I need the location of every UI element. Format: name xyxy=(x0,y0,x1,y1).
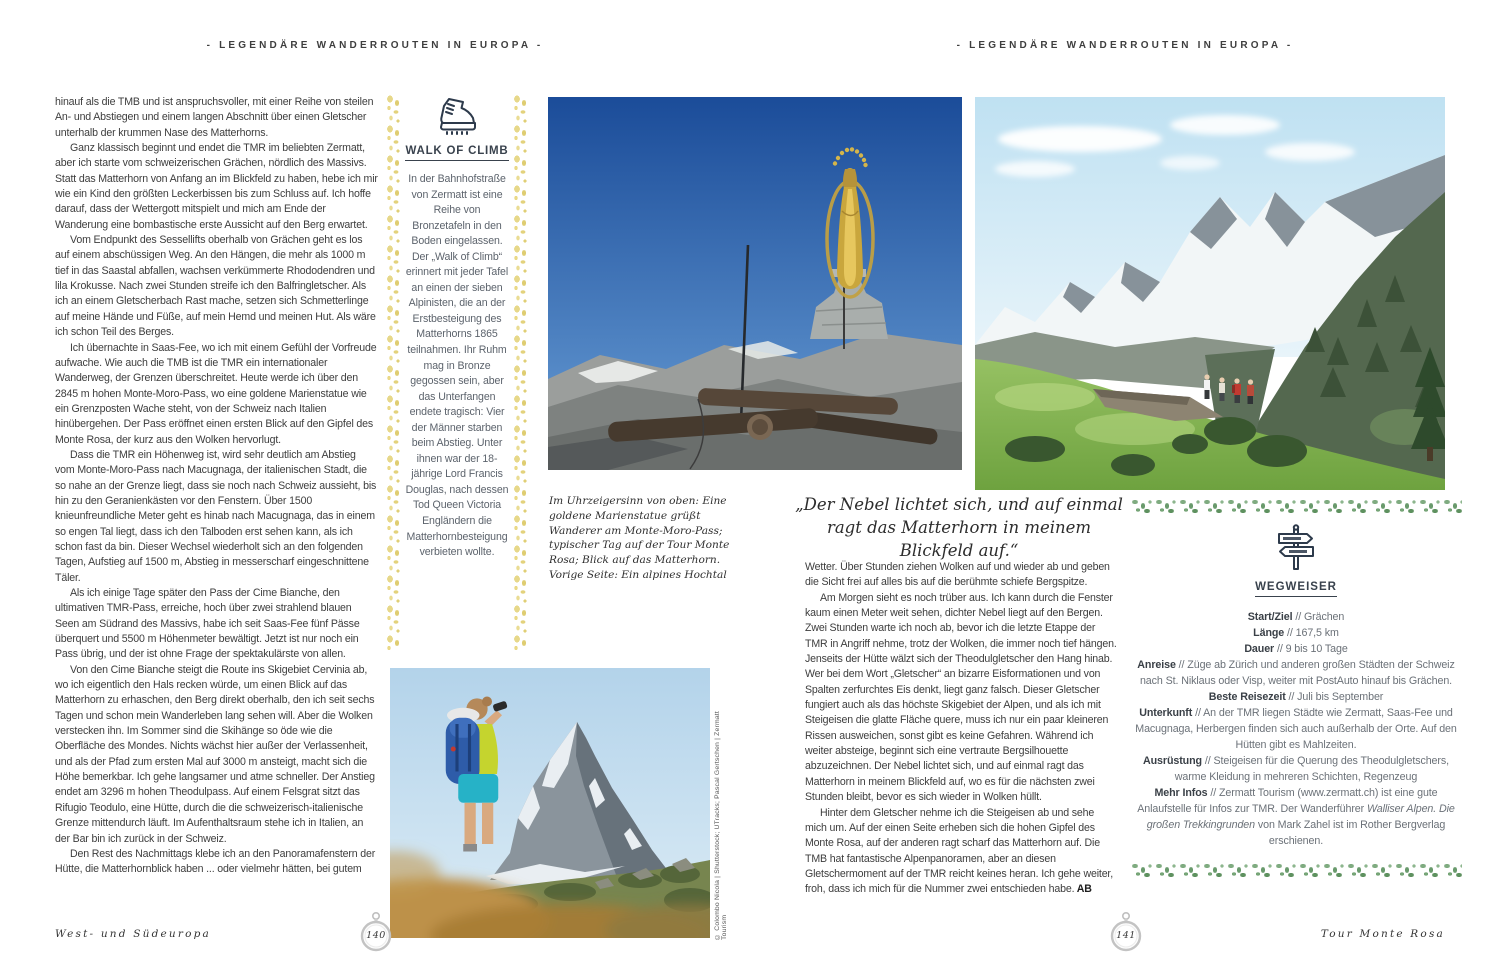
wegweiser-title: WEGWEISER xyxy=(1255,581,1337,597)
body-paragraph: Am Morgen sieht es noch trüber aus. Ich kann durch die Fenster kaum einen Meter weit sehen, dichter Nebel liegt auf den Bergen. Zwei Stunden warte ich noch ab, bevor ich die letzte Etappe der TMR in Angriff nehme, trotz der Wolken, die immer noch tief hängen. Jenseits der Hütte wälzt sich der Theodulgletscher den Hang hinab. Wer bei dem Wort „Gletscher“ an bizarre Eisformationen und von Spalten zerfurchtes Eis denkt, liegt ganz falsch. Dieser Gletscher fungiert auch als das höchste Skigebiet der Alpen, und als ich mit Steigeisen die glatte Fläche quere, muss ich nur ein paar kleineren Rissen ausweichen, sonst gibt es keine Gefahren. Während ich weiter absteige, beginnt sich eine vertraute Bergsilhouette abzuzeichnen. Der Nebel lichtet sich, und auf einmal ragt das Matterhorn in meinem Blickfeld auf, wo es für die nächsten zwei Stunden bleibt, bevor es sich wieder in Wolken hüllt. xyxy=(805,591,1117,804)
running-head-left: - LEGENDÄRE WANDERROUTEN IN EUROPA - xyxy=(206,40,544,51)
pull-quote: „Der Nebel lichtet sich, und auf einmal ragt das Matterhorn in meinem Blickfeld auf.“ xyxy=(795,495,1123,560)
wegweiser-entry: Beste Reisezeit // Juli bis September xyxy=(1208,691,1384,703)
footer-route-title: Tour Monte Rosa xyxy=(1320,928,1445,940)
photo-credit: © Colombo Nicola | Shutterstock; UTracks; Pascal Gertschen | Zermatt Tourism xyxy=(714,711,728,940)
wegweiser-entry: Start/Ziel // Grächen xyxy=(1247,611,1345,623)
body-paragraph: Wetter. Über Stunden ziehen Wolken auf und wieder ab und geben die Sicht frei auf alles bis auf die berühmte schiefe Bergspitze. xyxy=(805,561,1110,589)
photo-caption: Im Uhrzeigersinn von oben: Eine goldene Marienstatue grüßt Wanderer am Monte-Moro-Pass; typischer Tag auf der Tour Monte Rosa; Blick auf das Matterhorn. Vorige Seite: Ein alpines Hochtal xyxy=(549,495,730,581)
author-initials: AB xyxy=(1074,883,1092,896)
gold-footprint-border xyxy=(385,94,402,650)
photo-alpine-hikers xyxy=(975,97,1445,490)
gold-footprint-border xyxy=(512,94,529,650)
wegweiser-entry: Ausrüstung // Steigeisen für die Querung des Theodulgletschers, warme Kleidung in mehreren Schichten, Regenzeug xyxy=(1143,755,1449,783)
page-number-badge-left xyxy=(358,910,394,954)
wegweiser-entry: Mehr Infos // Zermatt Tourism (www.zermatt.ch) ist eine gute Anlaufstelle für Infos zur TMR. Der Wanderführer Walliser Alpen. Die großen Trekkingrunden von Mark Zahel ist im Rother Bergverlag erschienen. xyxy=(1137,787,1455,847)
page-number: 140 xyxy=(366,930,386,941)
wegweiser-entry: Länge // 167,5 km xyxy=(1253,627,1339,639)
sidebar-text: In der Bahnhofstraße von Zermatt ist eine Reihe von Bronzetafeln in den Boden eingelassen. Der „Walk of Climb“ erinnert mit jeder Tafel an einen der sieben Alpinisten, die an der Erstbesteigung des Matterhorns 1865 teilnahmen. Ihr Ruhm mag in Bronze gegossen sein, aber das Unterfangen endete tragisch: Vier der Männer starben beim Abstieg. Unter ihnen war der 18-jährige Lord Francis Douglas, nach dessen Tod Queen Victoria Engländern die Matterhornbesteigung verbieten wollte. xyxy=(405,173,509,559)
body-paragraph: Von den Cime Bianche steigt die Route ins Skigebiet Cervinia ab, wo ich eigentlich den Hals recken würde, um einen Blick auf das Matterhorn zu erhaschen, den Berg direkt oberhalb, den ich seit sechs Tagen und schon mein Wanderleben lang sehen will. Aber die Wolken verstecken ihn. Im Sommer sind die Skihänge so öde wie die Oberfläche des Mondes. Nichts wächst hier außer der Verlassenheit, und als der Pfad zum ersten Mal auf 3000 m ansteigt, macht sich die Höhe bemerkbar. Ich gehe langsamer und atme schneller. Der Anstieg endet am 3296 m hohen Theodulpass. Auf einem Felsgrat sitzt das Rifugio Teodulo, eine Hütte, durch die die schweizerisch-italienische Grenze mittendurch läuft. Im Aufenthaltsraum stehe ich in Italien, an der Bar bin ich zurück in der Schweiz. xyxy=(55,663,375,845)
sidebar-title: WALK OF CLIMB xyxy=(405,145,508,161)
footer-section-title: West- und Südeuropa xyxy=(55,928,212,940)
body-paragraph: hinauf als die TMB und ist anspruchsvoller, mit einer Reihe von steilen An- und Abstiegen und einem langen Abschnitt über einen Gletscher unterhalb der krummen Nase des Matterhorns. xyxy=(55,96,374,139)
photo-golden-marienstatue xyxy=(548,97,962,470)
body-paragraph: Als ich einige Tage später den Pass der Cime Bianche, den ultimativen TMR-Pass, erreiche, hoch über zwei strahlend blauen Seen am Südrand des Massivs, habe ich seit Saas-Fee fünf Pässe überquert und 5500 m Höhenmeter bewältigt. Jetzt ist nur noch ein Pass übrig, und der ist ohne Frage der spektakulärste von allen. xyxy=(55,587,360,661)
body-paragraph: Ich übernachte in Saas-Fee, wo ich mit einem Gefühl der Vorfreude aufwache. Wie auch die TMB ist die TMR ein internationaler Wanderweg, der Grenzen überschreitet. Heute werde ich über den 2845 m hohen Monte-Moro-Pass, wo eine goldene Marienstatue wie ein Grenzposten Wache steht, von der Schweiz nach Italien hinübergehen. Der Pass eröffnet einen ersten Blick auf den Gipfel des Monte Rosa, der kurz aus den Wolken hervorlugt. xyxy=(55,341,377,446)
photo-matterhorn-hiker xyxy=(390,668,710,938)
body-paragraph: Den Rest des Nachmittags klebe ich an den Panoramafenstern der Hütte, die Matterhornblick haben ... oder vielmehr hätten, bei gutem xyxy=(55,847,376,876)
wegweiser-entry: Dauer // 9 bis 10 Tage xyxy=(1244,643,1348,655)
right-body-column xyxy=(805,560,1118,926)
left-body-column xyxy=(55,95,378,923)
walk-of-climb-sidebar xyxy=(385,94,529,650)
body-paragraph: Dass die TMR ein Höhenweg ist, wird sehr deutlich am Abstieg vom Monte-Moro-Pass nach Macugnaga, der italienischen Stadt, die so nahe an der Grenze liegt, dass sie noch nach Schweiz aussieht, bis hin zu den Geranienkästen vor den Fenstern. Über 1500 knieunfreundliche Meter geht es hinab nach Macugnaga, das in einem so engen Tal liegt, dass ich den Talboden erst sehen kann, als ich schon fast da bin. Dieser Wechsel wiederholt sich an den folgenden Tagen, Aufstieg auf 1500 m, Abstieg in messerscharf eingeschnittene Täler. xyxy=(55,448,377,584)
page-number: 141 xyxy=(1116,930,1136,941)
body-paragraph: Ganz klassisch beginnt und endet die TMR im beliebten Zermatt, aber ich starte vom schweizerischen Grächen, nördlich des Massivs. Statt das Matterhorn von Anfang an im Blickfeld zu haben, hebe ich mir wie ein Kind den größten Leckerbissen bis zum Schluss auf. Ich hoffe darauf, dass der Wettergott mitspielt und mich am Ende der Wanderung eine bombastische erste Aussicht auf den Berg erwartet. xyxy=(55,142,378,231)
green-leaf-border xyxy=(1130,862,1462,878)
signpost-icon xyxy=(1273,523,1319,573)
running-head-right: - LEGENDÄRE WANDERROUTEN IN EUROPA - xyxy=(956,40,1294,51)
green-leaf-border xyxy=(1130,498,1462,514)
wegweiser-entry: Unterkunft // An der TMR liegen Städte wie Zermatt, Saas-Fee und Macugnaga, Herbergen finden sich auch außerhalb der Orte. Auf den Hütten gibt es Mahlzeiten. xyxy=(1135,707,1457,751)
wegweiser-panel xyxy=(1130,498,1462,878)
hiking-boot-icon xyxy=(434,123,480,140)
body-paragraph: Hinter dem Gletscher nehme ich die Steigeisen ab und sehe mich um. Auf der einen Seite erheben sich die hohen Gipfel des Monte Rosa, auf der anderen ragt scharf das Matterhorn auf. Die TMB hat fantastische Alpenpanoramen, aber an diesen Gletschermoment auf der TMR reicht keines heran. Ich gehe weiter, froh, dass ich mich für die Nummer zwei entschieden habe. AB xyxy=(805,806,1114,896)
wegweiser-entry: Anreise // Züge ab Zürich und anderen großen Städten der Schweiz nach St. Niklaus oder Visp, weiter mit PostAuto hinauf bis Grächen. xyxy=(1137,659,1455,687)
wegweiser-entries xyxy=(1130,609,1462,849)
body-paragraph: Vom Endpunkt des Sessellifts oberhalb von Grächen geht es los auf einem abschüssigen Weg. An den Hängen, die mehr als 1000 m tief in das Saastal abfallen, wachsen verkümmerte Rhododendren und lila Krokusse. Nach zwei Stunden streife ich den Balfringletscher. Als ich an einem Gletscherbach Rast mache, setzen sich Schmetterlinge auf meine Hände und Füße, auf mein Hemd und meinen Hut. Als wäre ich schon Teil des Berges. xyxy=(55,234,376,339)
